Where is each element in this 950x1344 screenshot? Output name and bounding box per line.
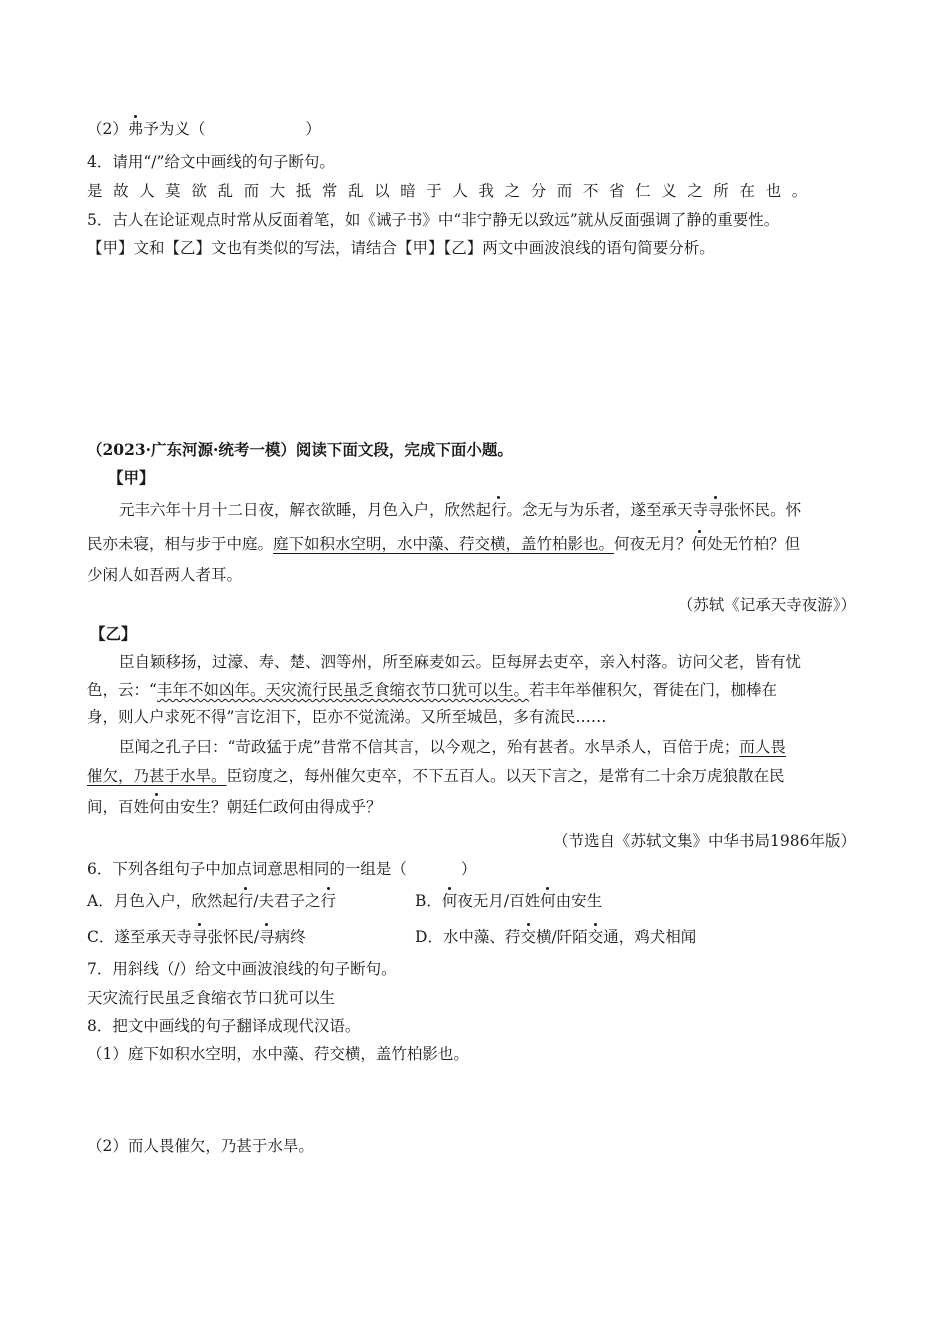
q6-option-b[interactable]: B．何夜无月/百姓何由安生 — [415, 892, 603, 910]
yi-paragraph-line2: 色，云：“丰年不如凶年。天灾流行民虽乏食缩衣节口犹可以生。若丰年举催积欠，胥徒在门，枷棒在 — [87, 681, 777, 699]
q5-line2: 【甲】文和【乙】文也有类似的写法，请结合【甲】【乙】两文中画波浪线的语句简要分析。 — [87, 239, 715, 257]
jia-label: 【甲】 — [108, 468, 155, 487]
emphasis-dot-char: 寻 — [259, 928, 275, 946]
q7-prompt: 7．用斜线（/）给文中画波浪线的句子断句。 — [87, 960, 397, 978]
yi-source: （节选自《苏轼文集》中华书局1986年版） — [553, 832, 856, 850]
emphasis-dot-char: 何 — [149, 798, 165, 816]
emphasis-dot-char: 交 — [587, 928, 604, 946]
underlined-sentence: 而人畏 — [739, 738, 786, 756]
emphasis-dot-char: 何 — [691, 535, 708, 553]
q3-item2: （2）弗予为义（ ） — [87, 120, 321, 138]
q5-line1: 5．古人在论证观点时常从反面着笔，如《诫子书》中“非宁静无以致远”就从反面强调了静的重要性。 — [87, 211, 780, 229]
underlined-sentence: 庭下如积水空明，水中藻、荇交横，盖竹柏影也。 — [273, 535, 615, 553]
yi-paragraph-line5: 催欠，乃甚于水旱。臣窃度之，每州催欠吏卒，不下五百人。以天下言之，是常有二十余万虎狼散在民 — [87, 767, 785, 785]
q3-item2-prefix: （2） — [87, 120, 128, 138]
jia-paragraph-line3: 少闲人如吾两人者耳。 — [87, 566, 243, 584]
yi-label: 【乙】 — [90, 624, 137, 643]
q6-option-c[interactable]: C．遂至承天寺寻张怀民/寻病终 — [87, 928, 306, 946]
emphasis-dot-char: 何 — [540, 892, 556, 910]
q4-sentence: 是故人莫欲乱而大抵常乱以暗于人我之分而不省仁义之所在也。 — [87, 182, 818, 200]
yi-paragraph-line6: 间，百姓何由安生？朝廷仁政何由得成乎？ — [87, 798, 382, 816]
yi-paragraph-line1: 臣自颖移扬，过濠、寿、楚、泗等州，所至麻麦如云。臣每屏去吏卒，亲入村落。访问父老，皆有忧 — [119, 653, 802, 671]
q4-prompt: 4．请用“/”给文中画线的句子断句。 — [87, 153, 335, 171]
q8-item2: （2）而人畏催欠，乃甚于水旱。 — [87, 1137, 314, 1155]
emphasis-dot-char: 行 — [237, 892, 254, 910]
emphasis-dot-char: 寻 — [708, 501, 724, 519]
jia-paragraph-line1: 元丰六年十月十二日夜，解衣欲睡，月色入户，欣然起行。念无与为乐者，遂至承天寺寻张怀民。怀 — [119, 501, 802, 519]
jia-paragraph-line2: 民亦未寝，相与步于中庭。庭下如积水空明，水中藻、荇交横，盖竹柏影也。何夜无月？何处无竹柏？但 — [87, 535, 801, 553]
q6-option-d[interactable]: D．水中藻、荇交横/阡陌交通，鸡犬相闻 — [415, 928, 697, 946]
emphasis-dot-char: 弗 — [127, 120, 144, 138]
q6-option-a[interactable]: A．月色入户，欣然起行/夫君子之行 — [87, 892, 336, 910]
emphasis-dot-char: 寻 — [191, 928, 208, 946]
emphasis-dot-char: 行 — [320, 892, 336, 910]
q8-item1: （1）庭下如积水空明，水中藻、荇交横，盖竹柏影也。 — [87, 1045, 469, 1063]
yi-paragraph-line3: 身，则人户求死不得”言讫泪下，臣亦不觉流涕。又所至城邑，多有流民…… — [87, 708, 607, 726]
q8-prompt: 8．把文中画线的句子翻译成现代汉语。 — [87, 1017, 361, 1035]
underlined-sentence: 催欠，乃甚于水旱。 — [87, 767, 227, 785]
yi-paragraph-line4: 臣闻之孔子曰：“苛政猛于虎”昔常不信其言，以今观之，殆有甚者。水旱杀人，百倍于虎；而人畏 — [119, 738, 786, 756]
q7-sentence: 天灾流行民虽乏食缩衣节口犹可以生 — [87, 989, 336, 1007]
wavy-underlined-sentence: 丰年不如凶年。天灾流行民虽乏食缩衣节口犹可以生。 — [156, 681, 529, 699]
passage-header: （2023·广东河源·统考一模）阅读下面文段，完成下面小题。 — [87, 440, 513, 459]
q6-prompt: 6．下列各组句子中加点词意思相同的一组是（ ） — [87, 860, 477, 878]
emphasis-dot-char: 行 — [491, 501, 507, 519]
q3-item2-text: 予为义（ — [143, 120, 206, 138]
jia-source: （苏轼《记承天寺夜游》） — [677, 596, 856, 614]
emphasis-dot-char: 交 — [520, 928, 536, 946]
emphasis-dot-char: 何 — [441, 892, 458, 910]
